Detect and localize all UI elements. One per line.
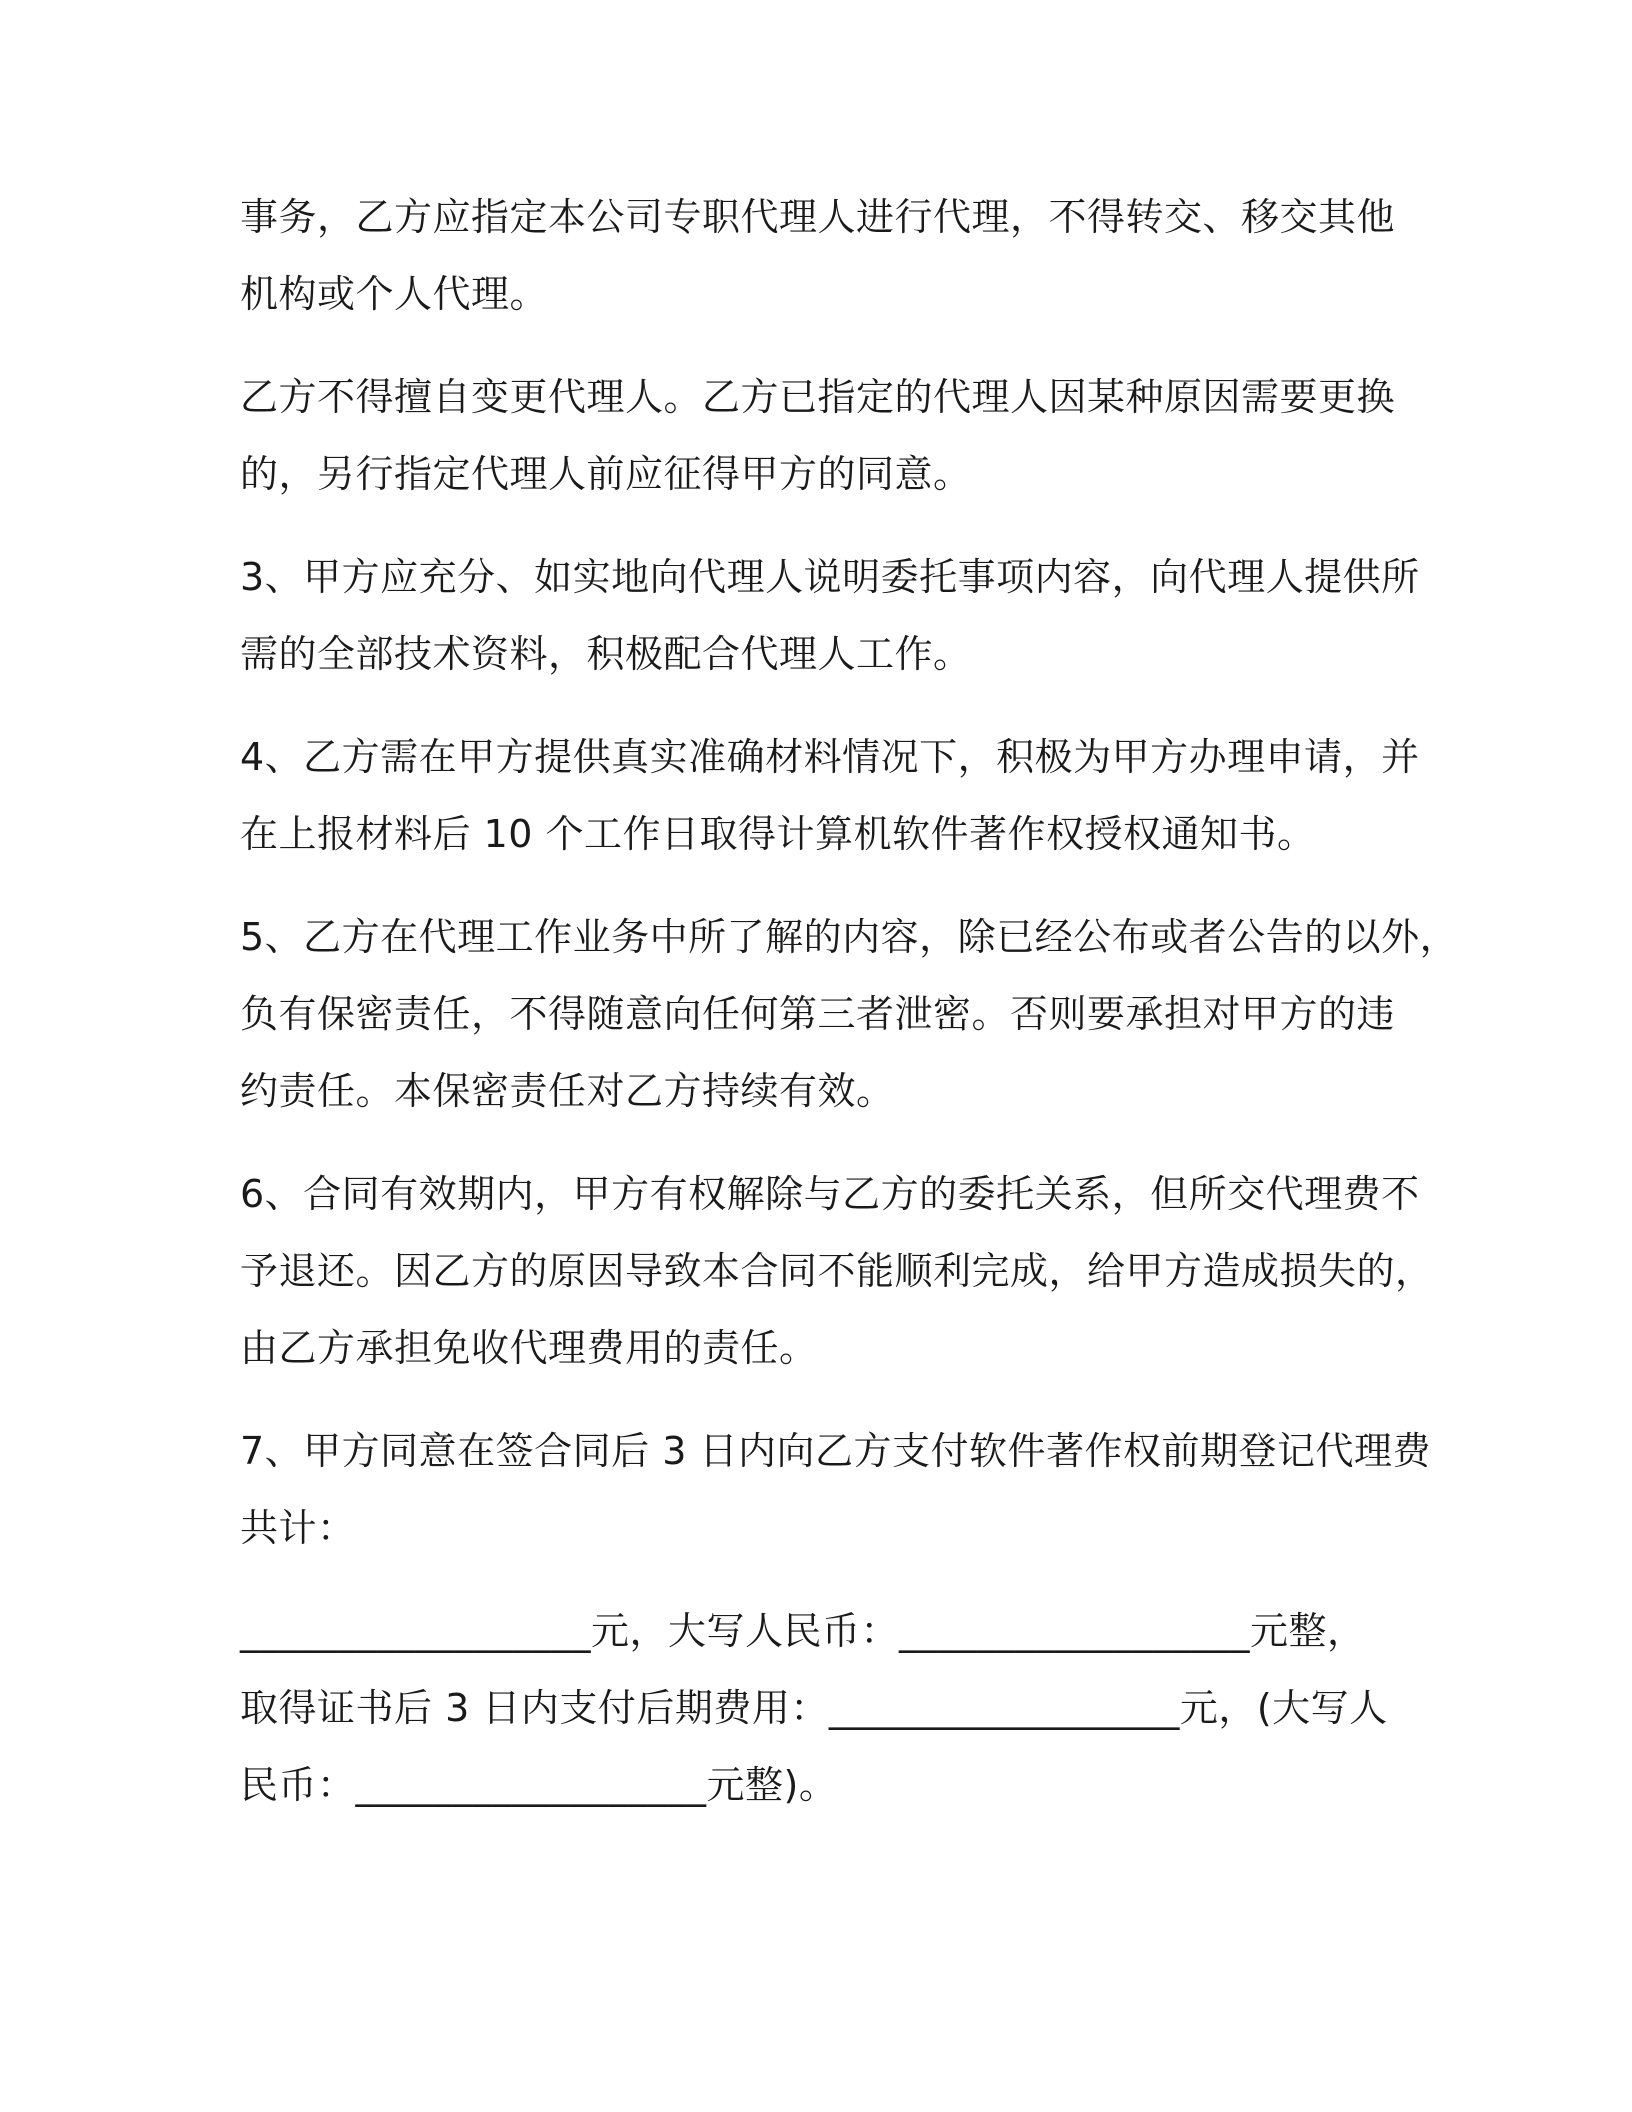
paragraph-line: 乙方不得擅自变更代理人。乙方已指定的代理人因某种原因需要更换 (240, 375, 1396, 419)
paragraph-line: 7、甲方同意在签合同后 3 日内向乙方支付软件著作权前期登记代理费 (240, 1429, 1432, 1473)
paragraph-line: 共计： (240, 1506, 356, 1550)
paragraph-line: 约责任。本保密责任对乙方持续有效。 (240, 1069, 895, 1113)
paragraph-line: 4、乙方需在甲方提供真实准确材料情况下，积极为甲方办理申请，并 (240, 735, 1420, 779)
fill-in-line: 民币：__________________元整)。 (240, 1763, 838, 1807)
paragraph-line: 的，另行指定代理人前应征得甲方的同意。 (240, 452, 972, 496)
paragraph-line: 5、乙方在代理工作业务中所了解的内容，除已经公布或者公告的以外， (240, 915, 1459, 959)
paragraph-line: 负有保密责任，不得随意向任何第三者泄密。否则要承担对甲方的违 (240, 992, 1396, 1036)
fill-in-line: 取得证书后 3 日内支付后期费用：__________________元，(大写人 (240, 1686, 1388, 1730)
paragraph-line: 在上报材料后 10 个工作日取得计算机软件著作权授权通知书。 (240, 812, 1316, 856)
paragraph-line: 3、甲方应充分、如实地向代理人说明委托事项内容，向代理人提供所 (240, 555, 1420, 599)
paragraph-line: 事务，乙方应指定本公司专职代理人进行代理，不得转交、移交其他 (240, 195, 1396, 239)
paragraph-line: 需的全部技术资料，积极配合代理人工作。 (240, 632, 972, 676)
fill-in-line: __________________元，大写人民币：__________________元整， (240, 1609, 1366, 1653)
paragraph-line: 机构或个人代理。 (240, 272, 549, 316)
paragraph-line: 由乙方承担免收代理费用的责任。 (240, 1326, 818, 1370)
paragraph-line: 予退还。因乙方的原因导致本合同不能顺利完成，给甲方造成损失的， (240, 1249, 1434, 1293)
paragraph-line: 6、合同有效期内，甲方有权解除与乙方的委托关系，但所交代理费不 (240, 1172, 1420, 1216)
